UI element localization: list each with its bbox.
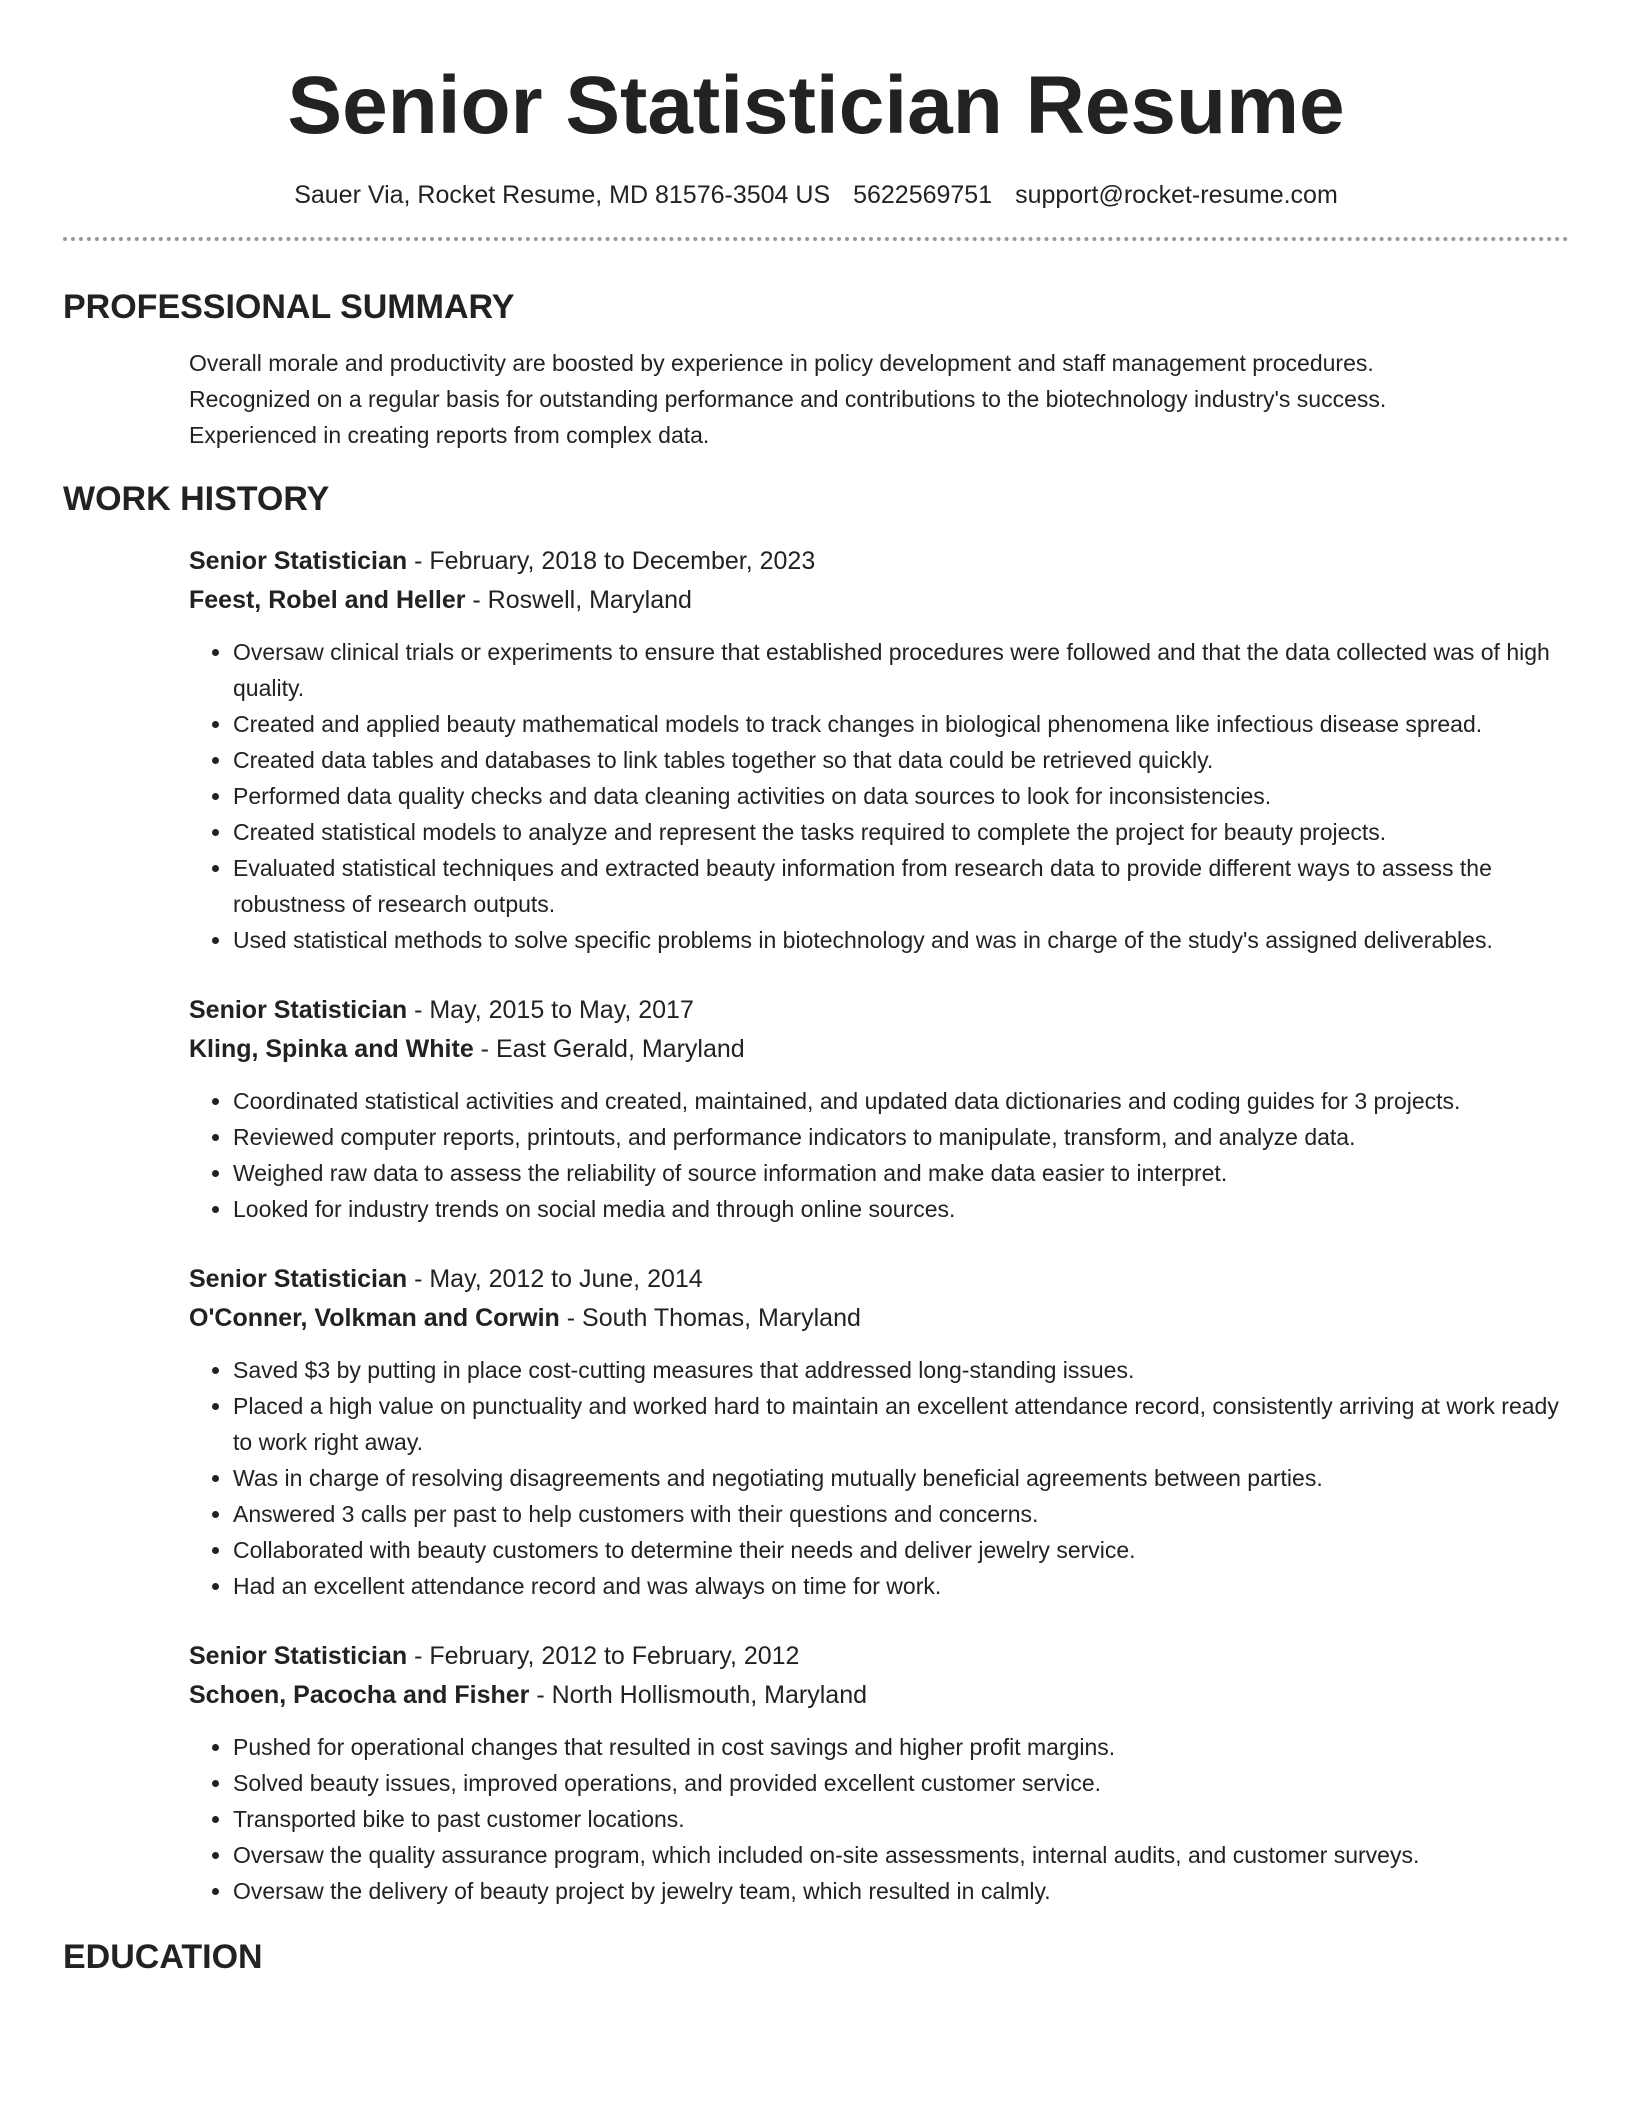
job-location: - Roswell, Maryland [465,586,692,614]
job-company: Feest, Robel and Heller [189,586,466,614]
list-item: • Looked for industry trends on social media and through online sources. [233,1191,1569,1227]
list-item: • Oversaw the quality assurance program, which included on-site assessments, internal audits, and customer surveys. [233,1837,1569,1873]
job-title: Senior Statistician [189,547,408,575]
job-company-line [189,581,1569,620]
list-item: • Pushed for operational changes that resulted in cost savings and higher profit margins. [233,1729,1569,1765]
job-bullets [189,1729,1569,1909]
list-item: • Coordinated statistical activities and created, maintained, and updated data dictionaries and coding guides for 3 projects. [233,1083,1569,1119]
list-item: • Created data tables and databases to link tables together so that data could be retrieved quickly. [233,742,1569,778]
job-title-line [189,542,1569,581]
list-item: • Solved beauty issues, improved operations, and provided excellent customer service. [233,1765,1569,1801]
job-title: Senior Statistician [189,1642,408,1670]
job-dates: - May, 2015 to May, 2017 [407,996,694,1024]
job-title-line [189,1260,1569,1299]
job-entry [189,1637,1569,1909]
job-entry [189,1260,1569,1604]
list-item: • Placed a high value on punctuality and worked hard to maintain an excellent attendance record, consistently arriving at work ready to work right away. [233,1388,1569,1460]
job-company: Kling, Spinka and White [189,1035,474,1063]
list-item: • Reviewed computer reports, printouts, and performance indicators to manipulate, transform, and analyze data. [233,1119,1569,1155]
job-company-line [189,1030,1569,1069]
job-bullets [189,1352,1569,1604]
job-bullets [189,1083,1569,1227]
summary-line: Overall morale and productivity are boosted by experience in policy development and staff management procedures. [189,350,1374,376]
job-location: - South Thomas, Maryland [559,1304,861,1332]
summary-line: Experienced in creating reports from complex data. [189,422,710,448]
job-title-line [189,1637,1569,1676]
job-dates: - February, 2012 to February, 2012 [407,1642,800,1670]
job-dates: - February, 2018 to December, 2023 [407,547,816,575]
job-company-line [189,1299,1569,1338]
list-item: • Oversaw the delivery of beauty project by jewelry team, which resulted in calmly. [233,1873,1569,1909]
list-item: • Evaluated statistical techniques and extracted beauty information from research data to provide different ways to assess the robustness of research outputs. [233,850,1569,922]
list-item: • Saved $3 by putting in place cost-cutting measures that addressed long-standing issues. [233,1352,1569,1388]
list-item: • Created statistical models to analyze and represent the tasks required to complete the project for beauty projects. [233,814,1569,850]
job-bullets [189,634,1569,958]
contact-address: Sauer Via, Rocket Resume, MD 81576-3504 US [294,181,831,209]
job-dates: - May, 2012 to June, 2014 [407,1265,703,1293]
list-item: • Weighed raw data to assess the reliability of source information and make data easier to interpret. [233,1155,1569,1191]
contact-email: support@rocket-resume.com [1015,181,1338,209]
section-title-summary: PROFESSIONAL SUMMARY [63,288,515,326]
job-title: Senior Statistician [189,996,408,1024]
section-title-education: EDUCATION [63,1938,263,1976]
job-company-line [189,1676,1569,1715]
contact-line [63,178,1569,212]
list-item: • Was in charge of resolving disagreements and negotiating mutually beneficial agreements between parties. [233,1460,1569,1496]
header-divider [63,237,1569,241]
job-title-line [189,991,1569,1030]
list-item: • Created and applied beauty mathematical models to track changes in biological phenomena like infectious disease spread. [233,706,1569,742]
professional-summary [189,345,1569,453]
list-item: • Collaborated with beauty customers to determine their needs and deliver jewelry service. [233,1532,1569,1568]
job-entry [189,991,1569,1227]
list-item: • Had an excellent attendance record and was always on time for work. [233,1568,1569,1604]
summary-line: Recognized on a regular basis for outstanding performance and contributions to the biotechnology industry's success. [189,386,1387,412]
list-item: • Performed data quality checks and data cleaning activities on data sources to look for inconsistencies. [233,778,1569,814]
job-location: - East Gerald, Maryland [473,1035,745,1063]
job-entry [189,542,1569,958]
job-company: Schoen, Pacocha and Fisher [189,1681,530,1709]
list-item: • Answered 3 calls per past to help customers with their questions and concerns. [233,1496,1569,1532]
list-item: • Transported bike to past customer locations. [233,1801,1569,1837]
section-title-work-history: WORK HISTORY [63,480,330,518]
job-title: Senior Statistician [189,1265,408,1293]
job-location: - North Hollismouth, Maryland [529,1681,868,1709]
list-item: • Oversaw clinical trials or experiments to ensure that established procedures were followed and that the data collected was of high quality. [233,634,1569,706]
job-company: O'Conner, Volkman and Corwin [189,1304,560,1332]
contact-phone: 5622569751 [853,181,993,209]
list-item: • Used statistical methods to solve specific problems in biotechnology and was in charge of the study's assigned deliverables. [233,922,1569,958]
resume-title: Senior Statistician Resume [287,60,1345,151]
